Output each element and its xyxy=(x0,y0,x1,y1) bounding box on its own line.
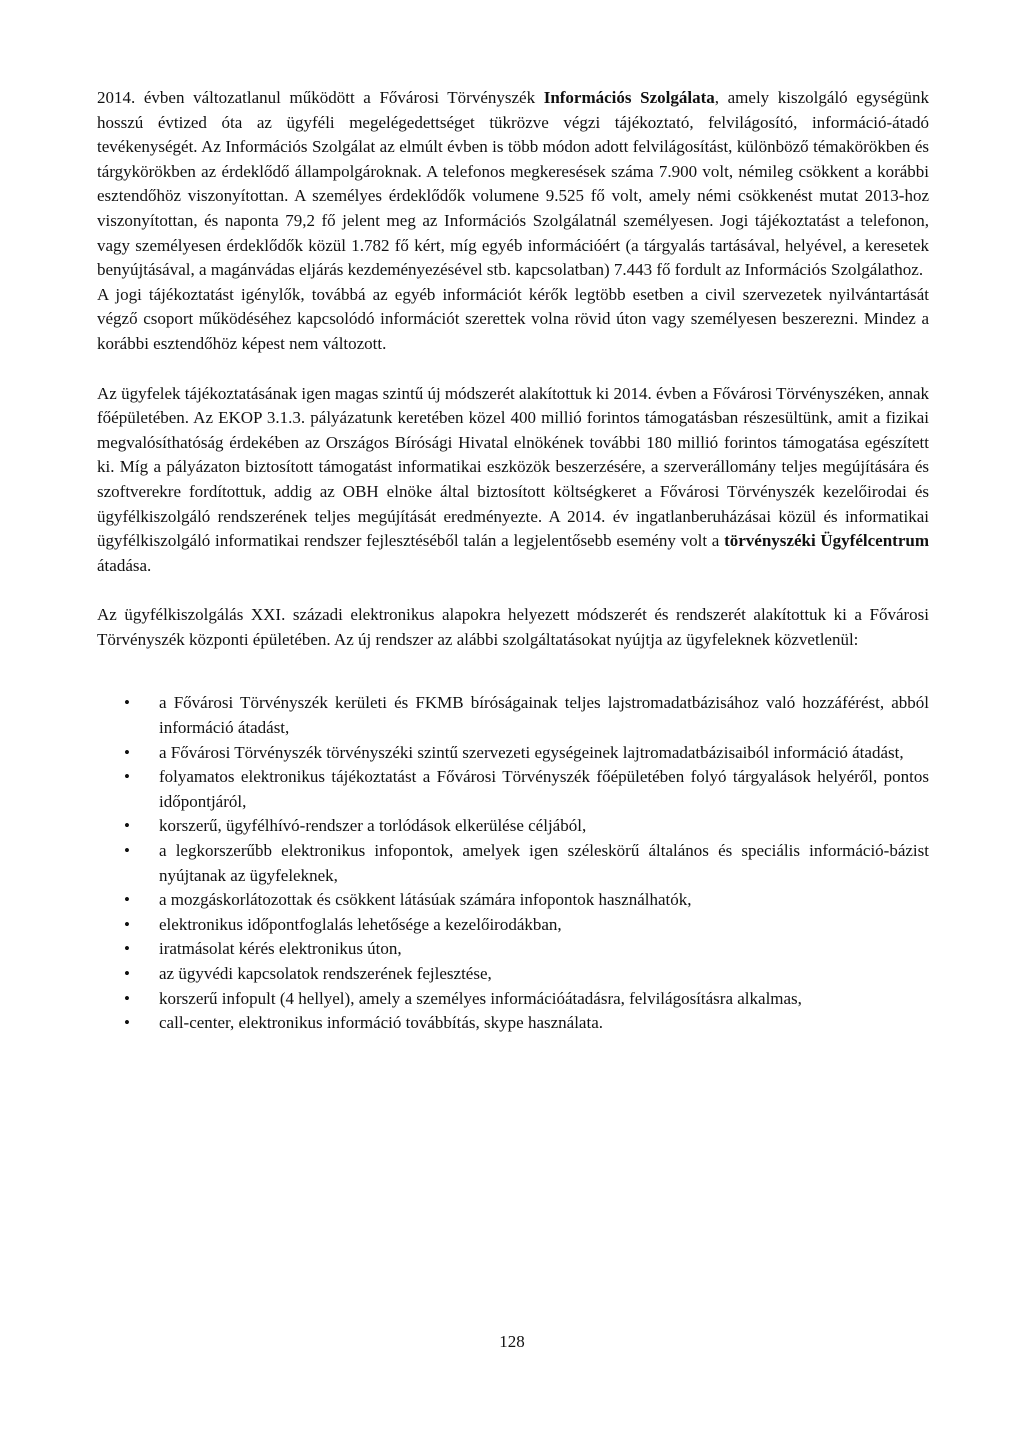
paragraph-legal-information: A jogi tájékoztatást igénylők, továbbá az egyéb információt kérők legtöbb esetben a civil szervezetek nyilvántartását végző csoport működéséhez kapcsolódó információt szerettek volna rövid úton vagy személyesen beszerezni. Mindez a korábbi esztendőhöz képest nem változott. xyxy=(97,284,929,353)
paragraph-spacer xyxy=(97,578,929,603)
paragraph-3-text-end: átadása. xyxy=(97,555,152,575)
paragraph-spacer xyxy=(97,652,929,677)
list-item-text: korszerű, ügyfélhívó-rendszer a torlódások elkerülése céljából, xyxy=(159,816,587,836)
paragraph-spacer xyxy=(97,357,929,382)
paragraph-information-service xyxy=(97,86,929,283)
list-item-text: a Fővárosi Törvényszék törvényszéki szintű szervezeti egységeinek lajtromadatbázisaiból információ átadást, xyxy=(159,742,904,762)
list-item-text: a legkorszerűbb elektronikus infopontok, amelyek igen széleskörű általános és speciális információ-bázist nyújtanak az ügyfeleknek, xyxy=(159,841,929,885)
list-spacer xyxy=(97,677,929,691)
document-body xyxy=(97,86,929,1036)
bullet-icon: • xyxy=(124,841,130,861)
list-item xyxy=(97,1011,929,1036)
paragraph-3-text-start: Az ügyfelek tájékoztatásának igen magas szintű új módszerét alakítottuk ki 2014. évben a Fővárosi Törvényszéken, annak főépületében. Az EKOP 3.1.3. pályázatunk keretében közel 400 millió forintos támogatásban részesültünk, amit a fizikai megvalósíthatóság érdekében az Országos Bírósági Hivatal elnökének további 180 millió forintos támogatása egészített ki. Míg a pályázaton biztosított támogatást informatikai eszközök beszerzésére, a szerverállomány teljes megújítására és szoftverekre fordítottuk, addig az OBH elnöke által biztosított költségkeret a Fővárosi Törvényszék kezelőirodai és ügyfélkiszolgáló rendszerének teljes megújítását eredményezte. A 2014. év ingatlanberuházásai közül és informatikai ügyfélkiszolgáló informatikai rendszer fejlesztéséből talán a legjelentősebb esemény volt a xyxy=(97,383,929,551)
services-list xyxy=(97,691,929,1035)
bullet-icon: • xyxy=(124,890,130,910)
list-item-text: a Fővárosi Törvényszék kerületi és FKMB bíróságainak teljes lajstromadatbázisához való hozzáférést, abból információ átadást, xyxy=(159,693,929,738)
paragraph-1-bold-term: Információs Szolgálata xyxy=(543,88,715,107)
list-item-text: elektronikus időpontfoglalás lehetősége a kezelőirodákban, xyxy=(159,914,562,934)
bullet-icon: • xyxy=(124,767,130,787)
bullet-icon: • xyxy=(124,939,130,959)
list-item xyxy=(97,962,929,987)
bullet-icon: • xyxy=(124,1013,130,1033)
list-item xyxy=(97,987,929,1012)
list-item xyxy=(97,691,929,740)
bullet-icon: • xyxy=(124,964,130,983)
list-item xyxy=(97,888,929,913)
paragraph-1-text-end: , amely kiszolgáló egységünk hosszú évtized óta az ügyféli megelégedettséget tükrözve végzi tájékoztató, felvilágosító, információ-átadó tevékenységét. Az Információs Szolgálat az elmúlt évben is több módon adott felvilágosítást, különböző témakörökben és tárgykörökben az érdeklődő állampolgároknak. A telefonos megkeresések száma 7.900 volt, némileg csökkent a korábbi esztendőhöz viszonyítottan. A személyes érdeklődők volumene 9.525 fő volt, amely némi csökkenést mutat 2013-hoz viszonyítottan, és naponta 79,2 fő jelent meg az Információs Szolgálatnál személyesen. Jogi tájékoztatást a telefonon, vagy személyesen érdeklődők közül 1.782 fő kért, míg egyéb információért (a tárgyalás tartásával, helyével, a keresetek benyújtásával, a magánvádas eljárás kezdeményezésével stb. kapcsolatban) 7.443 fő fordult az Információs Szolgálathoz. xyxy=(97,88,930,280)
list-item xyxy=(97,937,929,962)
list-item xyxy=(97,765,929,814)
paragraph-service-intro: Az ügyfélkiszolgálás XXI. századi elektronikus alapokra helyezett módszerét és rendszerét alakítottuk ki a Fővárosi Törvényszék központi épületében. Az új rendszer az alábbi szolgáltatásokat nyújtja az ügyfeleknek közvetlenül: xyxy=(97,605,929,649)
list-item-text: folyamatos elektronikus tájékoztatást a Fővárosi Törvényszék főépületében folyó tárgyalások helyéről, pontos időpontjáról, xyxy=(159,767,929,811)
bullet-icon: • xyxy=(124,693,130,713)
page-number: 128 xyxy=(499,1332,525,1351)
bullet-icon: • xyxy=(124,742,130,762)
list-item-text: call-center, elektronikus információ továbbítás, skype használata. xyxy=(159,1013,603,1033)
bullet-icon: • xyxy=(124,816,130,836)
paragraph-3-bold-term: törvényszéki Ügyfélcentrum xyxy=(724,531,929,551)
list-item xyxy=(97,913,929,938)
paragraph-client-center xyxy=(97,382,929,579)
list-item-text: az ügyvédi kapcsolatok rendszerének fejlesztése, xyxy=(159,964,492,983)
list-item-text: a mozgáskorlátozottak és csökkent látásúak számára infopontok használhatók, xyxy=(159,890,692,910)
bullet-icon: • xyxy=(124,988,130,1008)
list-item-text: iratmásolat kérés elektronikus úton, xyxy=(159,939,402,959)
list-item xyxy=(97,741,929,766)
paragraph-1-text-start: 2014. évben változatlanul működött a Fővárosi Törvényszék xyxy=(97,88,544,107)
list-item xyxy=(97,839,929,888)
list-item-text: korszerű infopult (4 hellyel), amely a személyes információátadásra, felvilágosításra alkalmas, xyxy=(159,988,802,1008)
list-item xyxy=(97,814,929,839)
bullet-icon: • xyxy=(124,914,130,934)
